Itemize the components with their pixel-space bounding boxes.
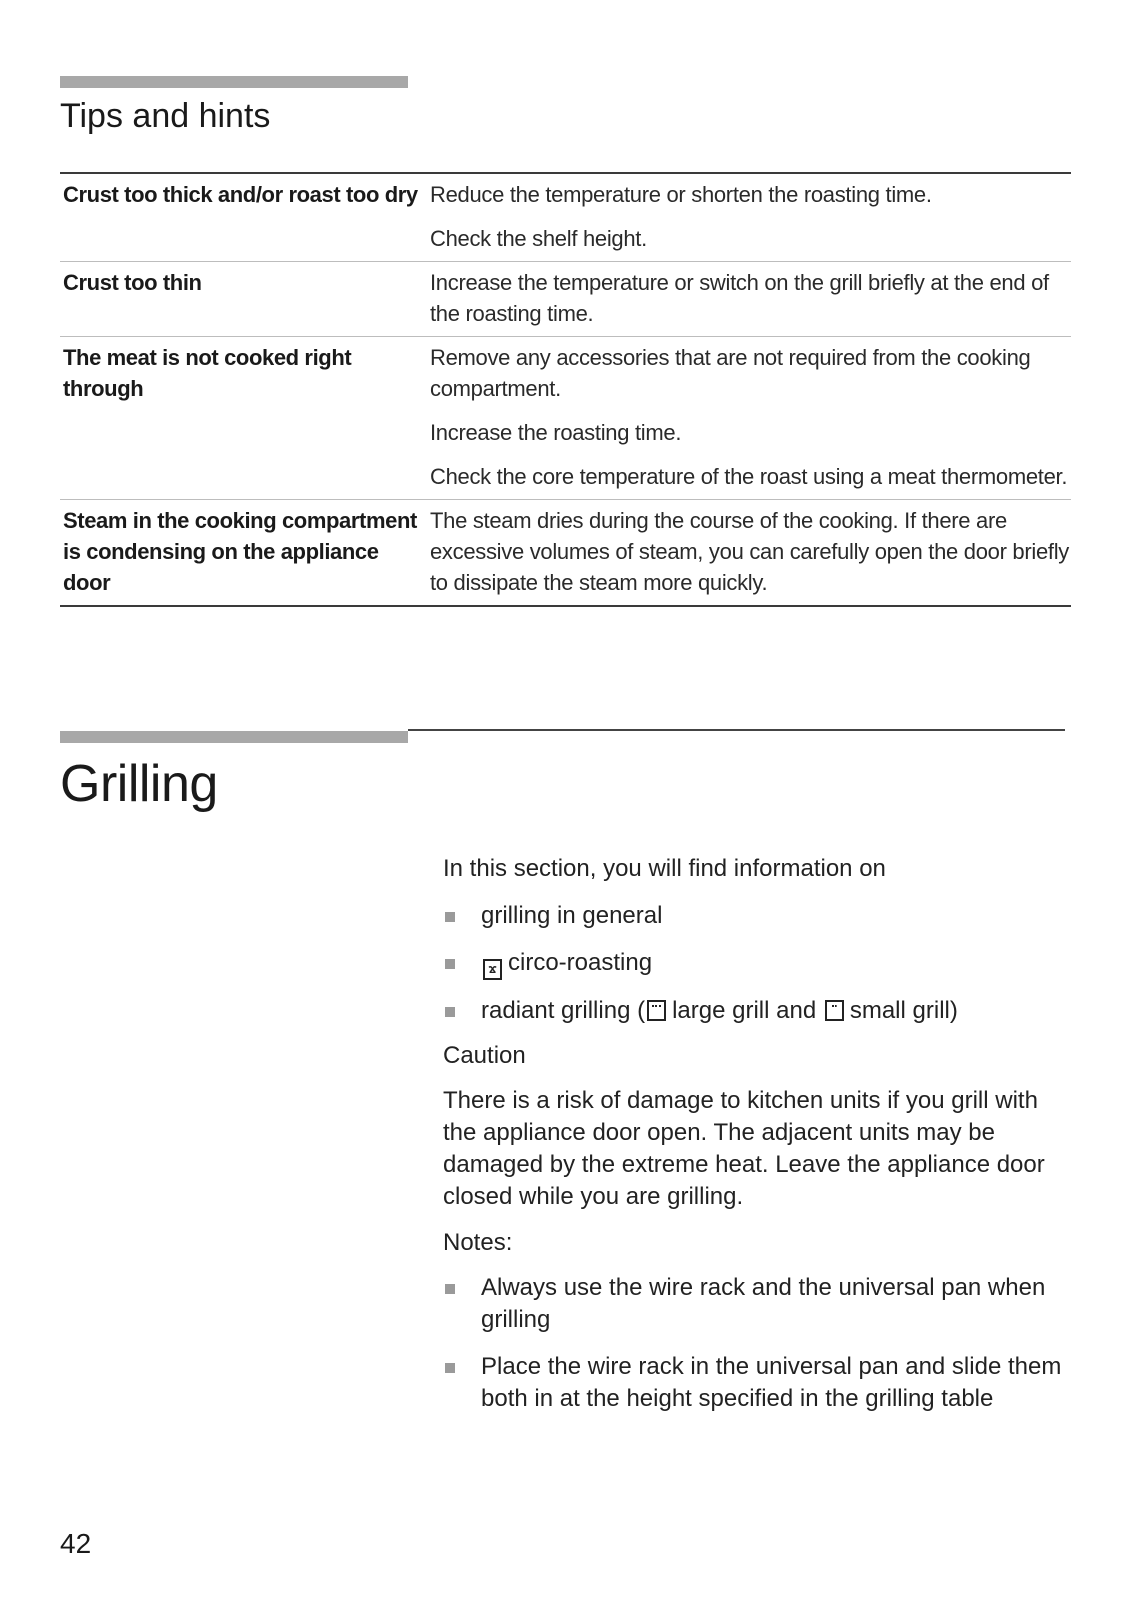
tips-row bbox=[60, 261, 1071, 336]
tips-section-bar bbox=[60, 76, 408, 88]
large-grill-icon bbox=[647, 1000, 666, 1021]
bullet-square-icon bbox=[445, 1284, 455, 1294]
tips-row bbox=[60, 174, 1071, 261]
notes-heading: Notes: bbox=[443, 1229, 513, 1256]
tips-section-title: Tips and hints bbox=[60, 97, 271, 135]
grilling-intro: In this section, you will find information on bbox=[443, 855, 886, 882]
topic-item bbox=[443, 900, 1063, 932]
tips-remedy: Reduce the temperature or shorten the roasting time. bbox=[430, 182, 932, 207]
caution-heading: Caution bbox=[443, 1042, 526, 1069]
tips-remedy: Remove any accessories that are not required from the cooking compartment. bbox=[430, 345, 1031, 401]
tips-row bbox=[60, 336, 1071, 499]
topic-circo: circo-roasting bbox=[508, 949, 653, 976]
topic-radiant-prefix: radiant grilling ( bbox=[481, 997, 646, 1024]
grilling-section-title: Grilling bbox=[60, 755, 218, 813]
small-grill-icon bbox=[825, 1000, 844, 1021]
bullet-square-icon bbox=[445, 1007, 455, 1017]
topic-general: grilling in general bbox=[481, 902, 663, 929]
tips-problem: Crust too thick and/or roast too dry bbox=[63, 182, 418, 207]
caution-text: There is a risk of damage to kitchen units if you grill with the appliance door open. The adjacent units may be damaged by the extreme heat. Leave the appliance door closed while you are grilling. bbox=[443, 1087, 1045, 1210]
bullet-square-icon bbox=[445, 959, 455, 969]
tips-remedy-cell bbox=[428, 174, 1071, 261]
note-item bbox=[443, 1272, 1063, 1336]
tips-problem: The meat is not cooked right through bbox=[63, 345, 352, 401]
tips-remedy: Increase the roasting time. bbox=[430, 420, 682, 445]
note-item bbox=[443, 1351, 1063, 1415]
note-text: Always use the wire rack and the universal pan when grilling bbox=[481, 1274, 1046, 1333]
tips-remedy-cell bbox=[428, 337, 1071, 499]
bullet-square-icon bbox=[445, 1363, 455, 1373]
note-text: Place the wire rack in the universal pan and slide them both in at the height specified in the grilling table bbox=[481, 1353, 1062, 1412]
topic-item bbox=[443, 947, 1063, 980]
tips-remedy: Check the shelf height. bbox=[430, 226, 647, 251]
bullet-square-icon bbox=[445, 912, 455, 922]
tips-remedy: Increase the temperature or switch on the grill briefly at the end of the roasting time. bbox=[430, 270, 1049, 326]
tips-problem: Crust too thin bbox=[63, 270, 202, 295]
page-number: 42 bbox=[60, 1528, 92, 1559]
grilling-section-bar bbox=[60, 731, 408, 743]
tips-row bbox=[60, 499, 1071, 605]
topic-radiant-large: large grill and bbox=[672, 997, 817, 1024]
circo-roasting-icon: ϫ bbox=[483, 959, 502, 980]
tips-table bbox=[60, 172, 1071, 607]
grilling-section-rule bbox=[408, 729, 1065, 731]
tips-remedy-cell bbox=[428, 262, 1071, 336]
tips-remedy-cell bbox=[428, 500, 1071, 605]
topic-item bbox=[443, 995, 1063, 1027]
grilling-content bbox=[443, 853, 1063, 1415]
tips-problem: Steam in the cooking compartment is condensing on the appliance door bbox=[63, 508, 417, 595]
tips-remedy: The steam dries during the course of the cooking. If there are excessive volumes of steam, you can carefully open the door briefly to dissipate the steam more quickly. bbox=[430, 508, 1070, 595]
tips-remedy: Check the core temperature of the roast using a meat thermometer. bbox=[430, 464, 1068, 489]
topic-radiant-small: small grill) bbox=[849, 997, 958, 1024]
